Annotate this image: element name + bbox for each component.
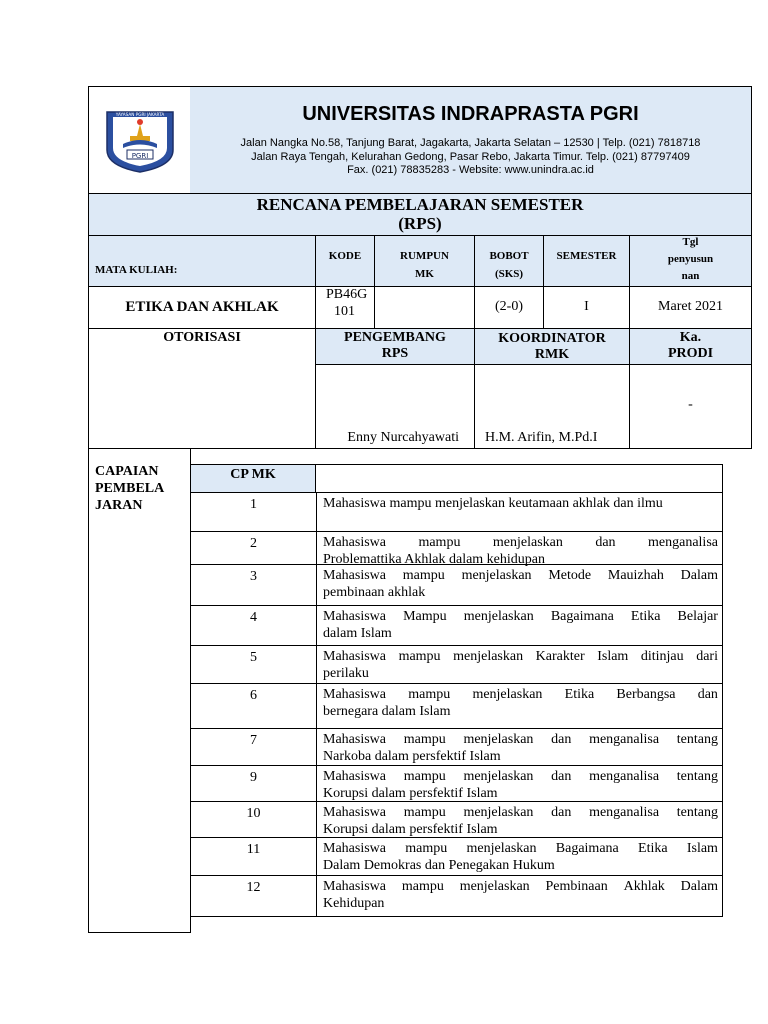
course-bobot-cell xyxy=(474,286,544,329)
cpmk-row-number: 7 xyxy=(250,733,257,748)
cpmk-row-text-line-2: Korupsi dalam persfektif Islam xyxy=(323,786,498,801)
tgl-label-2: penyusun xyxy=(667,253,714,265)
course-code-line-2: 101 xyxy=(334,304,355,319)
kaprodi-label-2: PRODI xyxy=(667,346,714,361)
logo-top-text: YAYASAN PGRI JAKARTA xyxy=(115,112,165,117)
cpmk-row-number: 11 xyxy=(246,842,261,857)
university-name: UNIVERSITAS INDRAPRASTA PGRI xyxy=(302,103,639,125)
cpmk-row-number: 4 xyxy=(250,610,257,625)
bobot-label-2: (SKS) xyxy=(494,268,524,280)
cpmk-table xyxy=(190,464,723,917)
kaprodi-label-1: Ka. xyxy=(679,330,702,345)
logo-cell xyxy=(88,86,191,194)
cpmk-header: CP MK xyxy=(230,467,276,482)
cpmk-row-text-line-1: Mahasiswa mampu menjelaskan Bagaimana Etika Islam xyxy=(323,841,718,856)
koordinator-label-2: RMK xyxy=(534,347,570,362)
course-bobot: (2-0) xyxy=(495,299,523,314)
cpmk-row xyxy=(191,876,722,916)
koordinator-label-1: KOORDINATOR xyxy=(498,331,606,346)
cpmk-row-text-line-2: bernegara dalam Islam xyxy=(323,704,451,719)
cpmk-row-number: 1 xyxy=(250,497,257,512)
address-line-2: Jalan Raya Tengah, Kelurahan Gedong, Pasar Rebo, Jakarta Timur. Telp. (021) 87797409 xyxy=(251,151,690,163)
cpmk-row-text-line-1: Mahasiswa mampu menjelaskan Karakter Islam ditinjau dari xyxy=(323,649,718,664)
rumpun-label-1: RUMPUN xyxy=(400,250,449,262)
course-code-line-1: PB46G xyxy=(326,287,368,302)
cpmk-row xyxy=(191,766,722,802)
cpmk-row-number: 2 xyxy=(250,536,257,551)
doc-title-line-1: RENCANA PEMBELAJARAN SEMESTER xyxy=(256,195,584,214)
logo-bottom-text: PGRI xyxy=(131,152,149,160)
cpmk-row-text-line-1: Mahasiswa mampu menjelaskan dan menganalisa xyxy=(323,535,718,550)
otorisasi-cell xyxy=(88,328,316,449)
semester-label: SEMESTER xyxy=(556,250,617,262)
capaian-label-1: CAPAIAN xyxy=(95,464,159,479)
course-rumpun-cell xyxy=(374,286,475,329)
tgl-label-1: Tgl xyxy=(682,236,699,248)
cpmk-row-text-line-2: pembinaan akhlak xyxy=(323,585,426,600)
cpmk-row-number: 6 xyxy=(250,688,257,703)
cpmk-row-text-line-1: Mahasiswa mampu menjelaskan dan menganalisa tentang xyxy=(323,769,718,784)
cpmk-row xyxy=(191,532,722,565)
pengembang-header xyxy=(315,328,475,365)
cpmk-row xyxy=(191,606,722,646)
pengembang-name: Enny Nurcahyawati xyxy=(347,430,459,445)
cpmk-row-text-line-1: Mahasiswa Mampu menjelaskan Bagaimana Etika Belajar xyxy=(323,609,718,624)
kode-header xyxy=(315,235,375,287)
kaprodi-name-cell xyxy=(629,364,752,449)
cpmk-row xyxy=(191,729,722,766)
cpmk-row-number: 10 xyxy=(246,806,261,821)
pengembang-name-cell xyxy=(315,364,475,449)
tgl-label-3: nan xyxy=(681,270,700,282)
course-date-cell xyxy=(629,286,752,329)
mata-kuliah-label: MATA KULIAH: xyxy=(95,264,178,276)
kode-label: KODE xyxy=(328,250,362,262)
cpmk-row-text-line-2: perilaku xyxy=(323,666,369,681)
cpmk-row xyxy=(191,493,722,532)
capaian-label-2: PEMBELA xyxy=(95,481,165,496)
doc-title-line-2: (RPS) xyxy=(398,214,442,233)
koordinator-header xyxy=(474,328,630,365)
bobot-header xyxy=(474,235,544,287)
cpmk-row-text-line-1: Mahasiswa mampu menjelaskan Metode Mauizhah Dalam xyxy=(323,568,718,583)
cpmk-header-desc-cell xyxy=(316,465,722,493)
course-name-cell xyxy=(88,286,316,329)
otorisasi-label: OTORISASI xyxy=(163,330,241,345)
cpmk-row-text-line-1: Mahasiswa mampu menjelaskan Etika Berbangsa dan xyxy=(323,687,718,702)
cpmk-row xyxy=(191,802,722,838)
cpmk-row xyxy=(191,684,722,729)
kaprodi-name: - xyxy=(688,397,693,412)
cpmk-row-text-line-2: Dalam Demokras dan Penegakan Hukum xyxy=(323,858,555,873)
cpmk-row-text-line-2: Problemattika Akhlak dalam kehidupan xyxy=(323,552,546,567)
course-code-cell xyxy=(315,286,375,329)
kaprodi-header xyxy=(629,328,752,365)
rumpun-header xyxy=(374,235,475,287)
cpmk-row-number: 5 xyxy=(250,650,257,665)
cpmk-row xyxy=(191,646,722,684)
course-date: Maret 2021 xyxy=(658,299,723,314)
koordinator-name-cell xyxy=(474,364,630,449)
address-line-1: Jalan Nangka No.58, Tanjung Barat, Jagakarta, Jakarta Selatan – 12530 | Telp. (021) 7818718 xyxy=(240,137,701,149)
semester-header xyxy=(543,235,630,287)
bobot-label-1: BOBOT xyxy=(489,250,529,262)
address-line-3: Fax. (021) 78835283 - Website: www.unindra.ac.id xyxy=(347,164,594,176)
pengembang-label-2: RPS xyxy=(381,346,409,361)
cpmk-row xyxy=(191,565,722,606)
capaian-label-cell xyxy=(88,448,191,933)
course-name: ETIKA DAN AKHLAK xyxy=(125,299,279,315)
cpmk-row-number: 9 xyxy=(250,770,257,785)
koordinator-name: H.M. Arifin, M.Pd.I xyxy=(485,430,598,445)
cpmk-row-text-line-1: Mahasiswa mampu menjelaskan dan menganalisa tentang xyxy=(323,805,718,820)
cpmk-row-text-line-1: Mahasiswa mampu menjelaskan keutamaan akhlak dan ilmu xyxy=(323,496,663,511)
cpmk-row-text-line-1: Mahasiswa mampu menjelaskan dan menganalisa tentang xyxy=(323,732,718,747)
cpmk-row-text-line-2: Kehidupan xyxy=(323,896,385,911)
cpmk-row-text-line-2: dalam Islam xyxy=(323,626,392,641)
university-header xyxy=(190,86,752,194)
course-semester-cell xyxy=(543,286,630,329)
cpmk-row-number: 12 xyxy=(246,880,261,895)
capaian-label-3: JARAN xyxy=(95,498,143,513)
cpmk-row-text-line-1: Mahasiswa mampu menjelaskan Pembinaan Akhlak Dalam xyxy=(323,879,718,894)
cpmk-row-text-line-2: Narkoba dalam persfektif Islam xyxy=(323,749,501,764)
mata-kuliah-header xyxy=(88,235,316,287)
cpmk-row-text-line-2: Korupsi dalam persfektif Islam xyxy=(323,822,498,837)
cpmk-row xyxy=(191,838,722,876)
pengembang-label-1: PENGEMBANG xyxy=(344,330,446,345)
rumpun-label-2: MK xyxy=(415,268,434,280)
university-logo-icon xyxy=(101,108,179,174)
doc-title xyxy=(88,193,752,236)
cpmk-header-cell xyxy=(191,465,316,493)
course-semester: I xyxy=(584,299,589,314)
tgl-header xyxy=(629,235,752,287)
cpmk-row-number: 3 xyxy=(250,569,257,584)
